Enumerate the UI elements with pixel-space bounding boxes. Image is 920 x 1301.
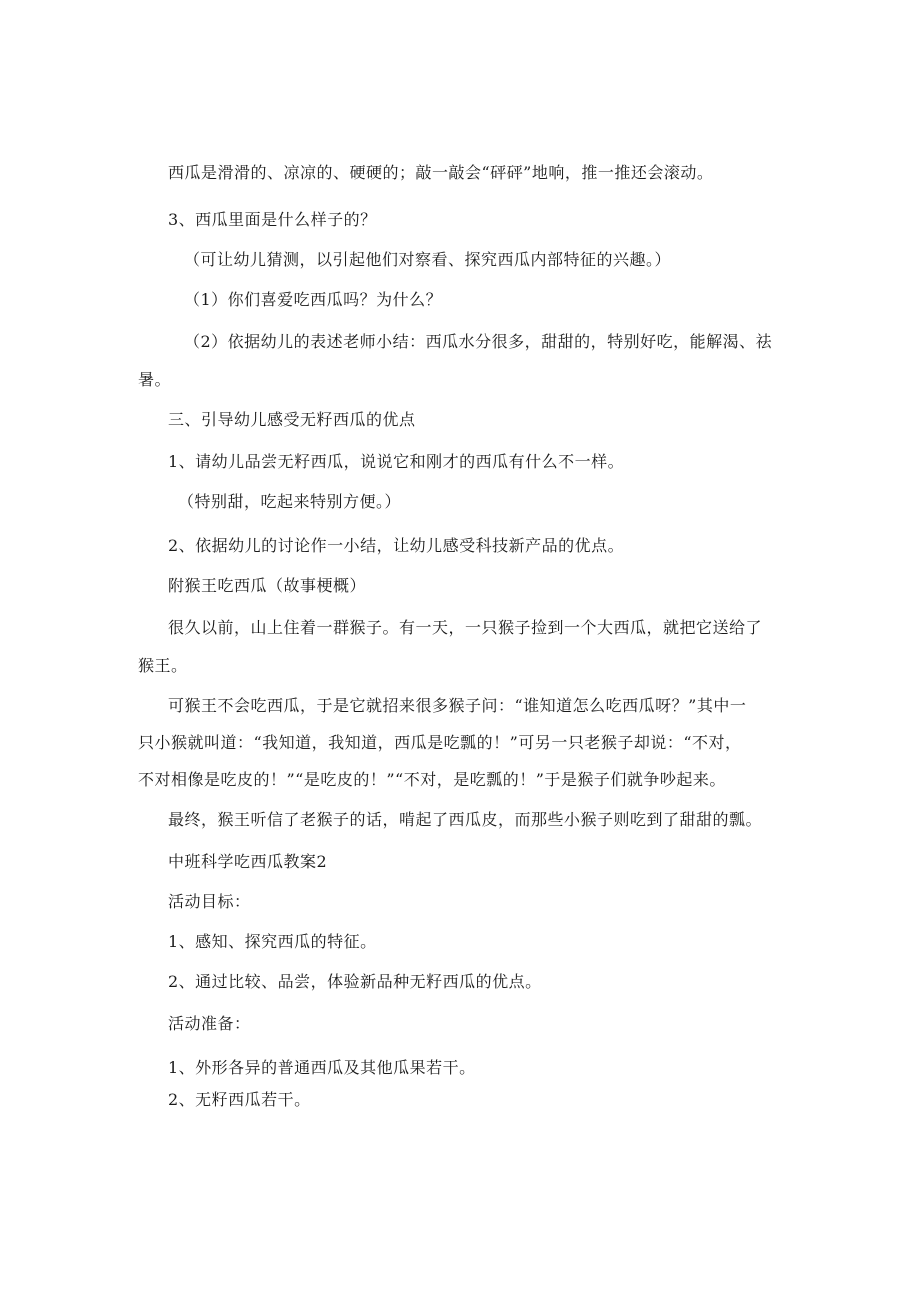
- section-heading-seedless: 三、引导幼儿感受无籽西瓜的优点: [168, 410, 416, 429]
- story-paragraph-1: 很久以前，山上住着一群猴子。有一天，一只猴子捡到一个大西瓜，就把它送给了: [168, 618, 763, 637]
- story-paragraph-2: 可猴王不会吃西瓜，于是它就招来很多猴子问：“谁知道怎么吃西瓜呀？”其中一: [168, 696, 747, 715]
- preparation-1: 1、外形各异的普通西瓜及其他瓜果若干。: [168, 1058, 476, 1077]
- paragraph-teacher-summary: （2）依据幼儿的表述老师小结：西瓜水分很多，甜甜的，特别好吃，能解渴、祛: [184, 332, 773, 351]
- story-paragraph-1-cont: 猴王。: [138, 656, 188, 675]
- paragraph-question-inside: 3、西瓜里面是什么样子的？: [168, 210, 377, 229]
- preparation-heading: 活动准备：: [168, 1014, 251, 1033]
- objective-2: 2、通过比较、品尝，体验新品种无籽西瓜的优点。: [168, 972, 542, 991]
- lesson-plan-title: 中班科学吃西瓜教案2: [168, 852, 328, 871]
- story-paragraph-2-cont-1: 只小猴就叫道：“我知道，我知道，西瓜是吃瓢的！”可另一只老猴子却说：“不对，: [138, 733, 742, 752]
- story-paragraph-3: 最终，猴王听信了老猴子的话，啃起了西瓜皮，而那些小猴子则吃到了甜甜的瓢。: [168, 810, 763, 829]
- objectives-heading: 活动目标：: [168, 892, 251, 911]
- preparation-2: 2、无籽西瓜若干。: [168, 1090, 311, 1109]
- paragraph-watermelon-texture: 西瓜是滑滑的、凉凉的、硬硬的；敲一敲会“砰砰”地响，推一推还会滚动。: [168, 163, 714, 182]
- paragraph-sweet-note: （特别甜，吃起来特别方便。）: [178, 492, 402, 511]
- paragraph-taste-seedless: 1、请幼儿品尝无籽西瓜，说说它和刚才的西瓜有什么不一样。: [168, 452, 625, 471]
- story-title: 附猴王吃西瓜（故事梗概）: [168, 576, 367, 595]
- objective-1: 1、感知、探究西瓜的特征。: [168, 932, 377, 951]
- paragraph-guess-note: （可让幼儿猜测，以引起他们对察看、探究西瓜内部特征的兴趣。）: [184, 250, 672, 269]
- paragraph-question-like: （1）你们喜爱吃西瓜吗？为什么？: [184, 290, 443, 309]
- story-paragraph-2-cont-2: 不对相像是吃皮的！”“是吃皮的！”“不对，是吃瓢的！”于是猴子们就争吵起来。: [138, 770, 726, 789]
- paragraph-discussion-summary: 2、依据幼儿的讨论作一小结，让幼儿感受科技新产品的优点。: [168, 536, 625, 555]
- paragraph-teacher-summary-cont: 暑。: [138, 370, 172, 389]
